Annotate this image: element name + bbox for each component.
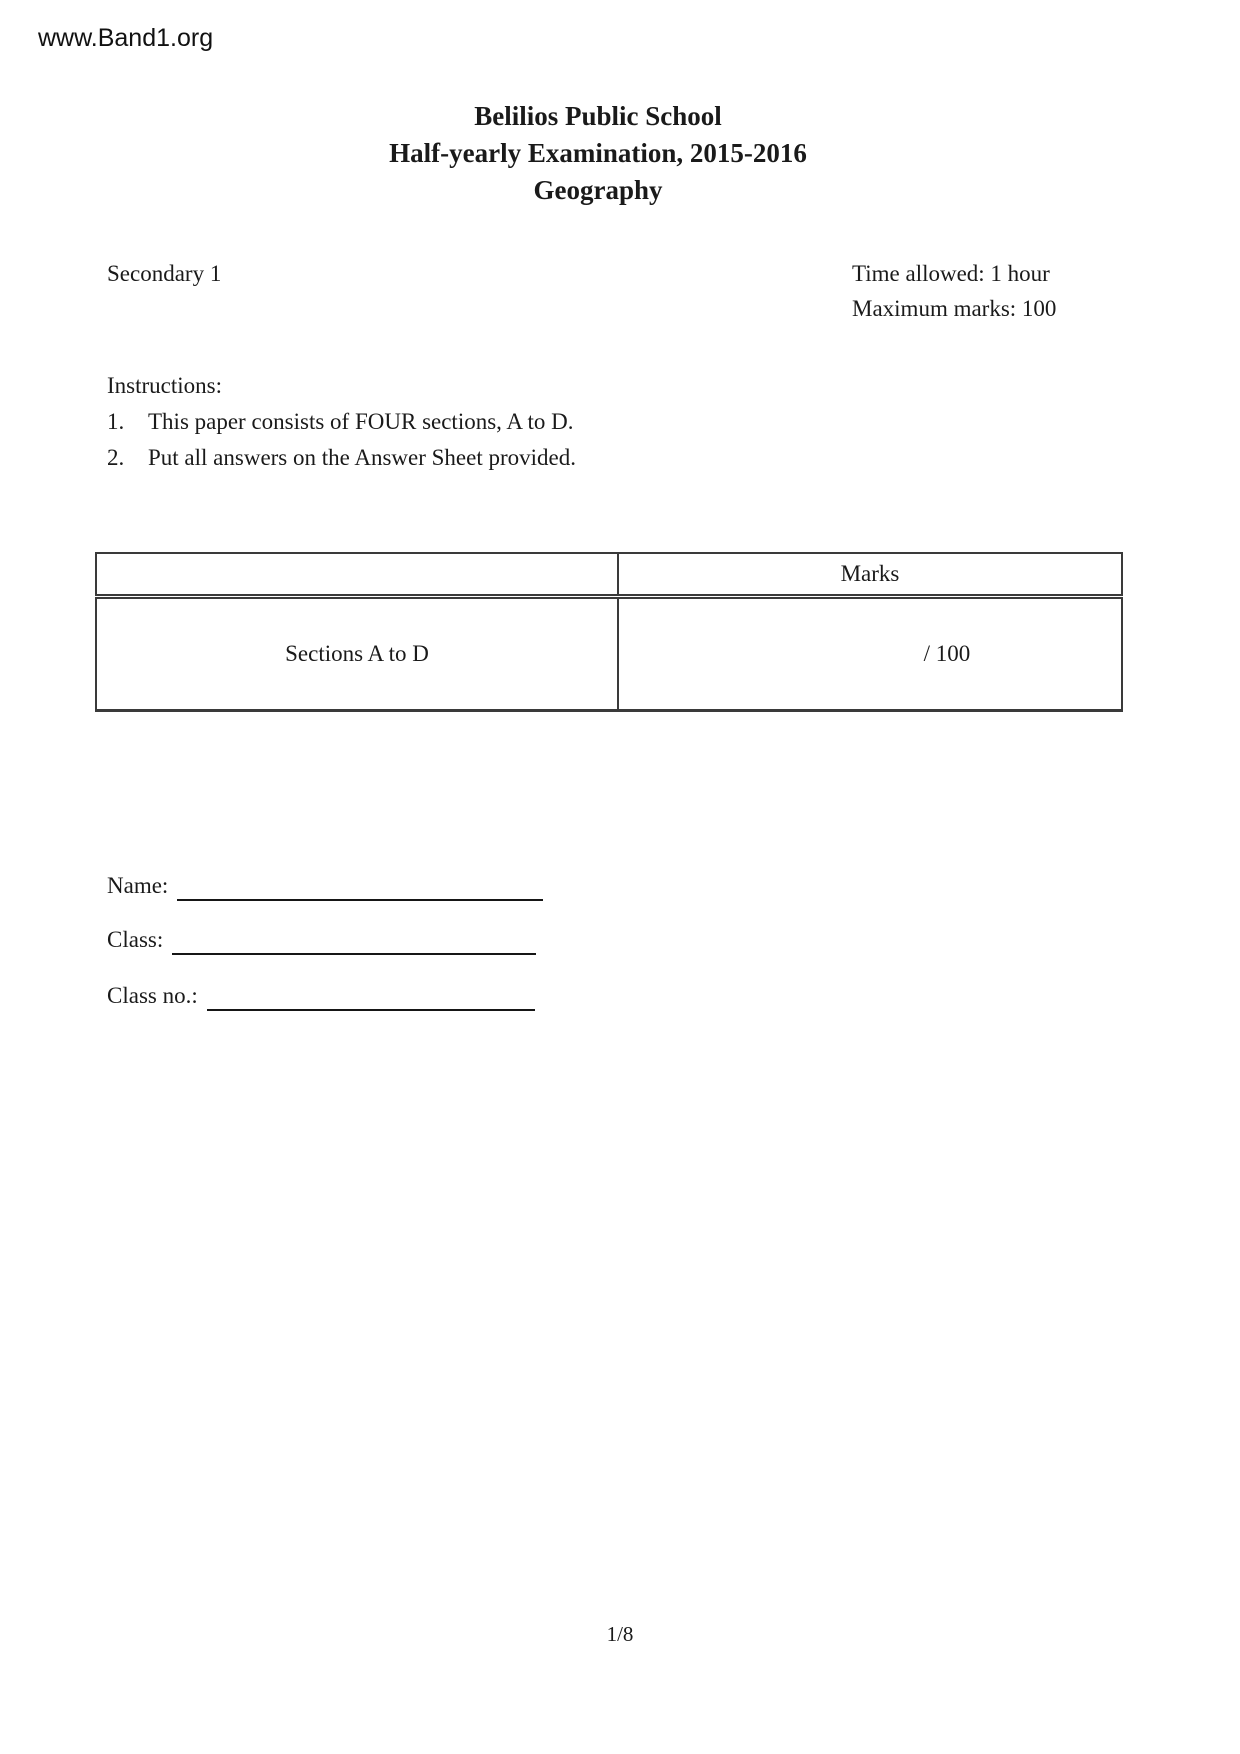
marks-table-header-row	[96, 553, 1122, 597]
maximum-marks: Maximum marks: 100	[852, 296, 1057, 321]
name-field-line	[177, 873, 543, 901]
marks-table-body-row	[96, 597, 1122, 711]
marks-header-empty-cell	[96, 553, 618, 597]
instruction-number: 2.	[107, 445, 125, 470]
classno-field-line	[207, 983, 535, 1011]
name-field-row	[107, 871, 543, 901]
exam-title: Half-yearly Examination, 2015-2016	[389, 138, 807, 168]
page-number: 1/8	[606, 1622, 634, 1646]
time-allowed: Time allowed: 1 hour	[852, 261, 1050, 286]
sections-cell: Sections A to D	[96, 597, 618, 711]
classno-field-row	[107, 981, 535, 1011]
instruction-text: This paper consists of FOUR sections, A to D.	[148, 409, 574, 434]
instruction-number: 1.	[107, 409, 125, 434]
instruction-item-1	[107, 404, 576, 440]
class-field-row	[107, 925, 536, 955]
subject-title: Geography	[533, 175, 663, 205]
score-cell	[618, 597, 1122, 711]
instruction-item-2	[107, 440, 576, 476]
class-field-label: Class:	[107, 927, 164, 952]
instructions-heading: Instructions:	[107, 373, 222, 398]
classno-field-label: Class no.:	[107, 983, 198, 1008]
title-block	[0, 98, 1196, 209]
marks-table	[95, 552, 1123, 712]
class-field-line	[172, 927, 536, 955]
instructions-block	[107, 368, 576, 476]
form-level: Secondary 1	[107, 261, 222, 286]
school-name: Belilios Public School	[474, 101, 722, 131]
exam-meta	[852, 256, 1056, 326]
score-value: / 100	[923, 641, 971, 666]
marks-header-cell: Marks	[618, 553, 1122, 597]
watermark-url: www.Band1.org	[38, 24, 214, 52]
name-field-label: Name:	[107, 873, 169, 898]
instruction-text: Put all answers on the Answer Sheet provided.	[148, 445, 576, 470]
